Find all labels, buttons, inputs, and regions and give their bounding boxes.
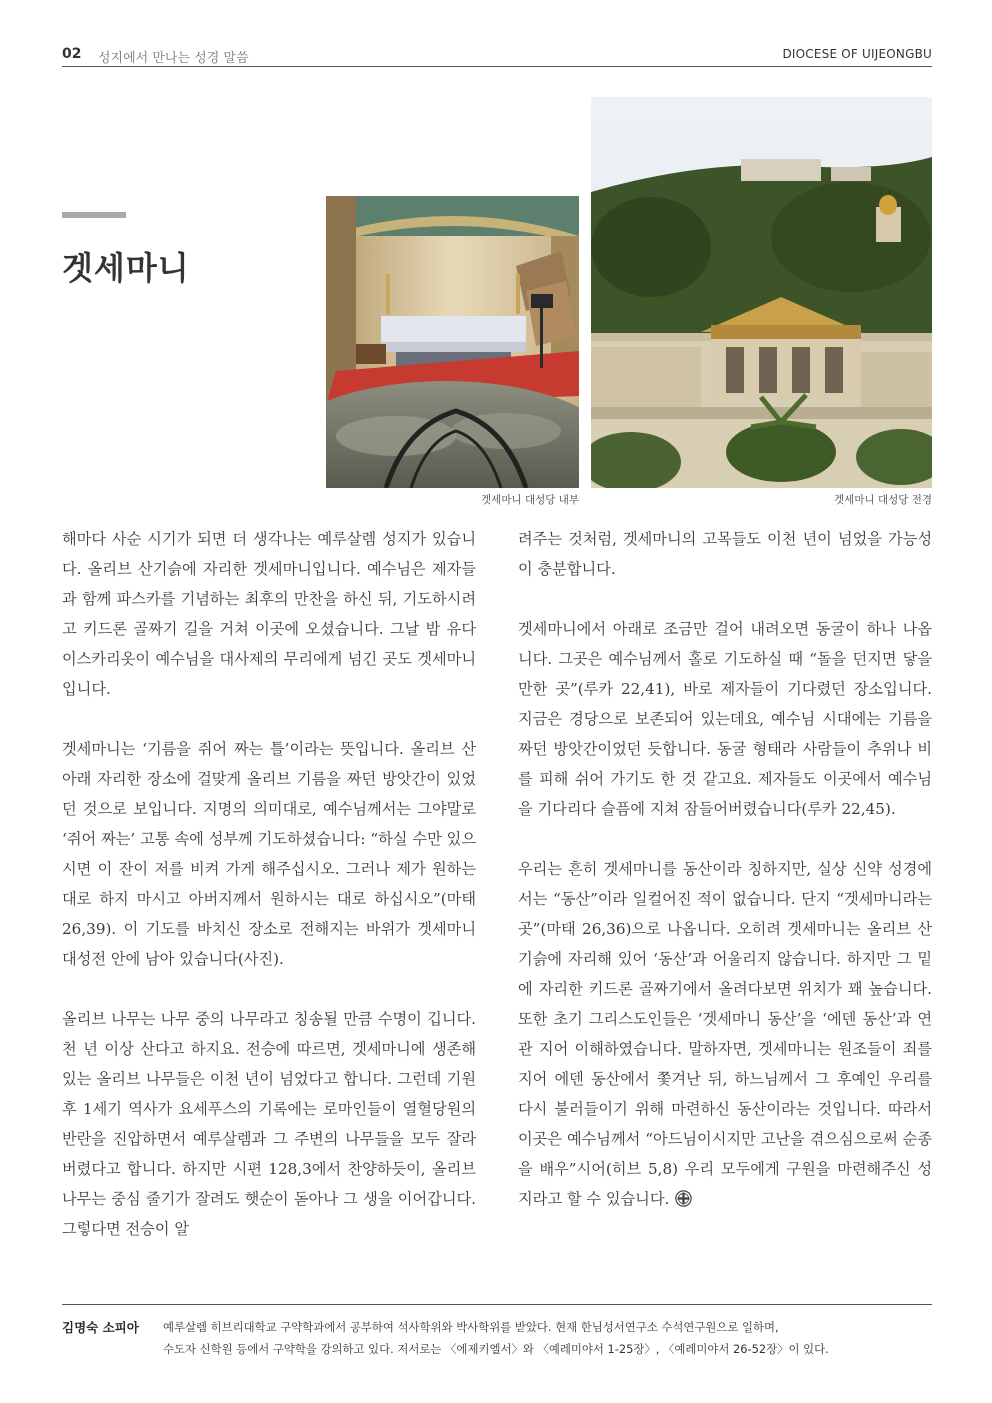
body-paragraph: 겟세마니에서 아래로 조금만 걸어 내려오면 동굴이 하나 나옵니다. 그곳은 예수님께서 홀로 기도하실 때 “돌을 던지면 닿을 만한 곳”(루카 22,41), 바로 제자들이 기다렸던 장소입니다. 지금은 경당으로 보존되어 있는데요, 예수님 시대에는 기름을 짜던 방앗간이었던 듯합니다. 동굴 형태라 사람들이 추위나 비를 피해 쉬어 가기도 한 것 같고요. 제자들도 이곳에서 예수님을 기다리다 슬픔에 지쳐 잠들어버렸습니다(루카 22,45). — [518, 620, 932, 818]
title-accent-bar — [62, 212, 126, 218]
body-paragraph: 겟세마니는 ‘기름을 쥐어 짜는 틀’이라는 뜻입니다. 올리브 산 아래 자리한 장소에 걸맞게 올리브 기름을 짜던 방앗간이 있었던 것으로 보입니다. 지명의 의미대로, 예수님께서는 그야말로 ‘쥐어 짜는’ 고통 속에 성부께 기도하셨습니다: “하실 수만 있으시면 이 잔이 저를 비켜 가게 해주십시오. 그러나 제가 원하는 대로 하지 마시고 아버지께서 원하시는 대로 하십시오”(마태 26,39). 이 기도를 바치신 장소로 전해지는 바위가 겟세마니 대성전 안에 남아 있습니다(사진). — [62, 740, 476, 968]
article-column-right — [518, 524, 932, 1214]
publisher-name: DIOCESE OF UIJEONGBU — [782, 47, 932, 61]
body-paragraph: 올리브 나무는 나무 중의 나무라고 칭송될 만큼 수명이 깁니다. 천 년 이상 산다고 하지요. 전승에 따르면, 겟세마니에 생존해 있는 올리브 나무들은 이천 년이 넘었다고 합니다. 그런데 기원후 1세기 역사가 요세푸스의 기록에는 로마인들이 열혈당원의 반란을 진압하면서 예루살렘과 그 주변의 나무들을 모두 잘라버렸다고 합니다. 하지만 시편 128,3에서 찬양하듯이, 올리브 나무는 중심 줄기가 잘려도 햇순이 돋아나 그 생을 이어갑니다. 그렇다면 전승이 알 — [62, 1010, 476, 1238]
cross-emblem-icon — [675, 1190, 692, 1207]
article-title: 겟세마니 — [62, 249, 190, 287]
body-paragraph-text: 우리는 흔히 겟세마니를 동산이라 칭하지만, 실상 신약 성경에서는 “동산”이라 일컬어진 적이 없습니다. 단지 “겟세마니라는 곳”(마태 26,36)으로 나옵니다. 오히려 겟세마니는 올리브 산기슭에 자리해 있어 ‘동산’과 어울리지 않습니다. 하지만 그 밑에 자리한 키드론 골짜기에서 올려다보면 위치가 꽤 높습니다. 또한 초기 그리스도인들은 ‘겟세마니 동산’을 ‘에덴 동산’과 연관 지어 이해하였습니다. 말하자면, 겟세마니는 원조들이 죄를 지어 에덴 동산에서 쫓겨난 뒤, 하느님께서 그 후예인 우리를 다시 불러들이기 위해 마련하신 동산이라는 것입니다. 따라서 이곳은 예수님께서 “아드님이시지만 고난을 겪으심으로써 순종을 배우”시어(히브 5,8) 우리 모두에게 구원을 마련해주신 성지라고 할 수 있습니다. — [518, 860, 932, 1208]
author-bio — [163, 1316, 933, 1360]
basilica-interior-photo — [326, 196, 579, 488]
author-bio-line: 예루살렘 히브리대학교 구약학과에서 공부하여 석사학위와 박사학위를 받았다. 현재 한님성서연구소 수석연구원으로 일하며, — [163, 1320, 779, 1334]
article-column-left — [62, 524, 476, 1244]
author-bio-line: 수도자 신학원 등에서 구약학을 강의하고 있다. 저서로는 〈에제키엘서〉와 〈예레미야서 1-25장〉, 〈예레미야서 26-52장〉이 있다. — [163, 1342, 829, 1356]
body-paragraph: 해마다 사순 시기가 되면 더 생각나는 예루살렘 성지가 있습니다. 올리브 산기슭에 자리한 겟세마니입니다. 예수님은 제자들과 함께 파스카를 기념하는 최후의 만찬을 하신 뒤, 기도하시려고 키드론 골짜기 길을 거쳐 이곳에 오셨습니다. 그날 밤 유다 이스카리옷이 예수님을 대사제의 무리에게 넘긴 곳도 겟세마니입니다. — [62, 530, 476, 698]
page-header — [62, 44, 932, 67]
page-number: 02 — [62, 46, 82, 62]
series-title: 성지에서 만나는 성경 말씀 — [98, 51, 249, 66]
interior-photo-caption: 겟세마니 대성당 내부 — [481, 494, 579, 506]
body-paragraph-final — [518, 854, 932, 1214]
basilica-exterior-photo — [591, 97, 932, 488]
body-paragraph: 려주는 것처럼, 겟세마니의 고목들도 이천 년이 넘었을 가능성이 충분합니다. — [518, 530, 932, 578]
footer-divider — [62, 1304, 932, 1305]
author-name: 김명숙 소피아 — [62, 1320, 139, 1335]
exterior-photo-caption: 겟세마니 대성당 전경 — [834, 494, 932, 506]
